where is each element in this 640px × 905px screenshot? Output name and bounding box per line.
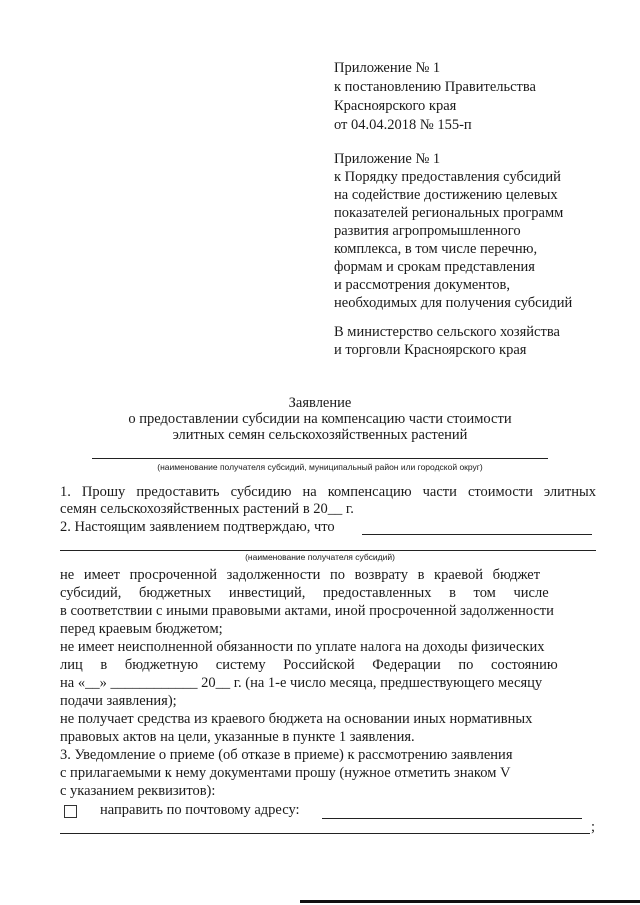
recipient-hint: (наименование получателя субсидий, муниципальный район или городской округ) xyxy=(157,462,483,472)
word: на xyxy=(302,484,317,500)
funds-line: правовых актов на цели, указанные в пункте 1 заявления. xyxy=(60,729,415,745)
appendix2-line: показателей региональных программ xyxy=(334,205,564,221)
debt-line: перед краевым бюджетом; xyxy=(60,621,223,637)
mail-address-underline[interactable] xyxy=(322,818,582,819)
appendix1-line: от 04.04.2018 № 155-п xyxy=(334,117,472,133)
appendix2-line: комплекса, в том числе перечню, xyxy=(334,241,538,257)
document-subtitle-line: о предоставлении субсидии на компенсацию части стоимости xyxy=(128,411,512,427)
addressee-line: В министерство сельского хозяйства xyxy=(334,324,560,340)
recipient-name-underline[interactable] xyxy=(60,550,596,551)
word: 1. xyxy=(60,484,71,500)
funds-line: не получает средства из краевого бюджета на основании иных нормативных xyxy=(60,711,533,727)
appendix1-line: к постановлению Правительства xyxy=(334,79,536,95)
appendix2-line: необходимых для получения субсидий xyxy=(334,295,573,311)
document-title: Заявление xyxy=(288,395,352,411)
debt-line: не имеет просроченной задолженности по возврату в краевой бюджет xyxy=(60,567,541,583)
appendix2-line: и рассмотрения документов, xyxy=(334,277,510,293)
appendix2-line: Приложение № 1 xyxy=(334,151,441,167)
paragraph-2-text: 2. Настоящим заявлением подтверждаю, что xyxy=(60,519,335,535)
mail-option-checkbox[interactable] xyxy=(64,805,77,818)
appendix2-line: формам и срокам представления xyxy=(334,259,535,275)
tax-line: не имеет неисполненной обязанности по уплате налога на доходы физических xyxy=(60,639,545,655)
confirmation-underline[interactable] xyxy=(362,534,592,535)
addressee-line: и торговли Красноярского края xyxy=(334,342,527,358)
appendix2-line: развития агропромышленного xyxy=(334,223,521,239)
recipient-underline[interactable] xyxy=(92,458,548,459)
word: субсидию xyxy=(230,484,292,500)
word: стоимости xyxy=(467,484,533,500)
mail-address-underline-2[interactable] xyxy=(60,833,590,834)
paragraph-1-line2: семян сельскохозяйственных растений в 20__ г. xyxy=(60,501,354,517)
appendix2-line: к Порядку предоставления субсидий xyxy=(334,169,561,185)
tax-line: лиц в бюджетную систему Российской Федерации по состоянию xyxy=(60,657,558,673)
tax-line: подачи заявления); xyxy=(60,693,177,709)
scan-edge-line xyxy=(300,900,640,903)
paragraph-3-line: с указанием реквизитов): xyxy=(60,783,216,799)
document-subtitle-line: элитных семян сельскохозяйственных растений xyxy=(172,427,468,443)
appendix1-line: Красноярского края xyxy=(334,98,457,114)
paragraph-3-line: 3. Уведомление о приеме (об отказе в приеме) к рассмотрению заявления xyxy=(60,747,513,763)
tax-date-line[interactable]: на «__» ____________ 20__ г. (на 1-е число месяца, предшествующего месяцу xyxy=(60,675,543,691)
word: элитных xyxy=(543,484,596,500)
word: Прошу xyxy=(81,484,126,500)
recipient-name-hint: (наименование получателя субсидий) xyxy=(245,552,395,562)
mail-option-label: направить по почтовому адресу: xyxy=(100,802,300,818)
debt-line: субсидий, бюджетных инвестиций, предоставленных в том числе xyxy=(60,585,549,601)
appendix1-line: Приложение № 1 xyxy=(334,60,441,76)
word: компенсацию xyxy=(327,484,412,500)
debt-line: в соответствии с иными правовыми актами, иной просроченной задолженности xyxy=(60,603,554,619)
appendix2-line: на содействие достижению целевых xyxy=(334,187,558,203)
paragraph-1-line xyxy=(60,483,596,501)
semicolon: ; xyxy=(591,819,596,835)
paragraph-3-line: с прилагаемыми к нему документами прошу (нужное отметить знаком V xyxy=(60,765,511,781)
word: предоставить xyxy=(136,484,220,500)
word: части xyxy=(422,484,457,500)
